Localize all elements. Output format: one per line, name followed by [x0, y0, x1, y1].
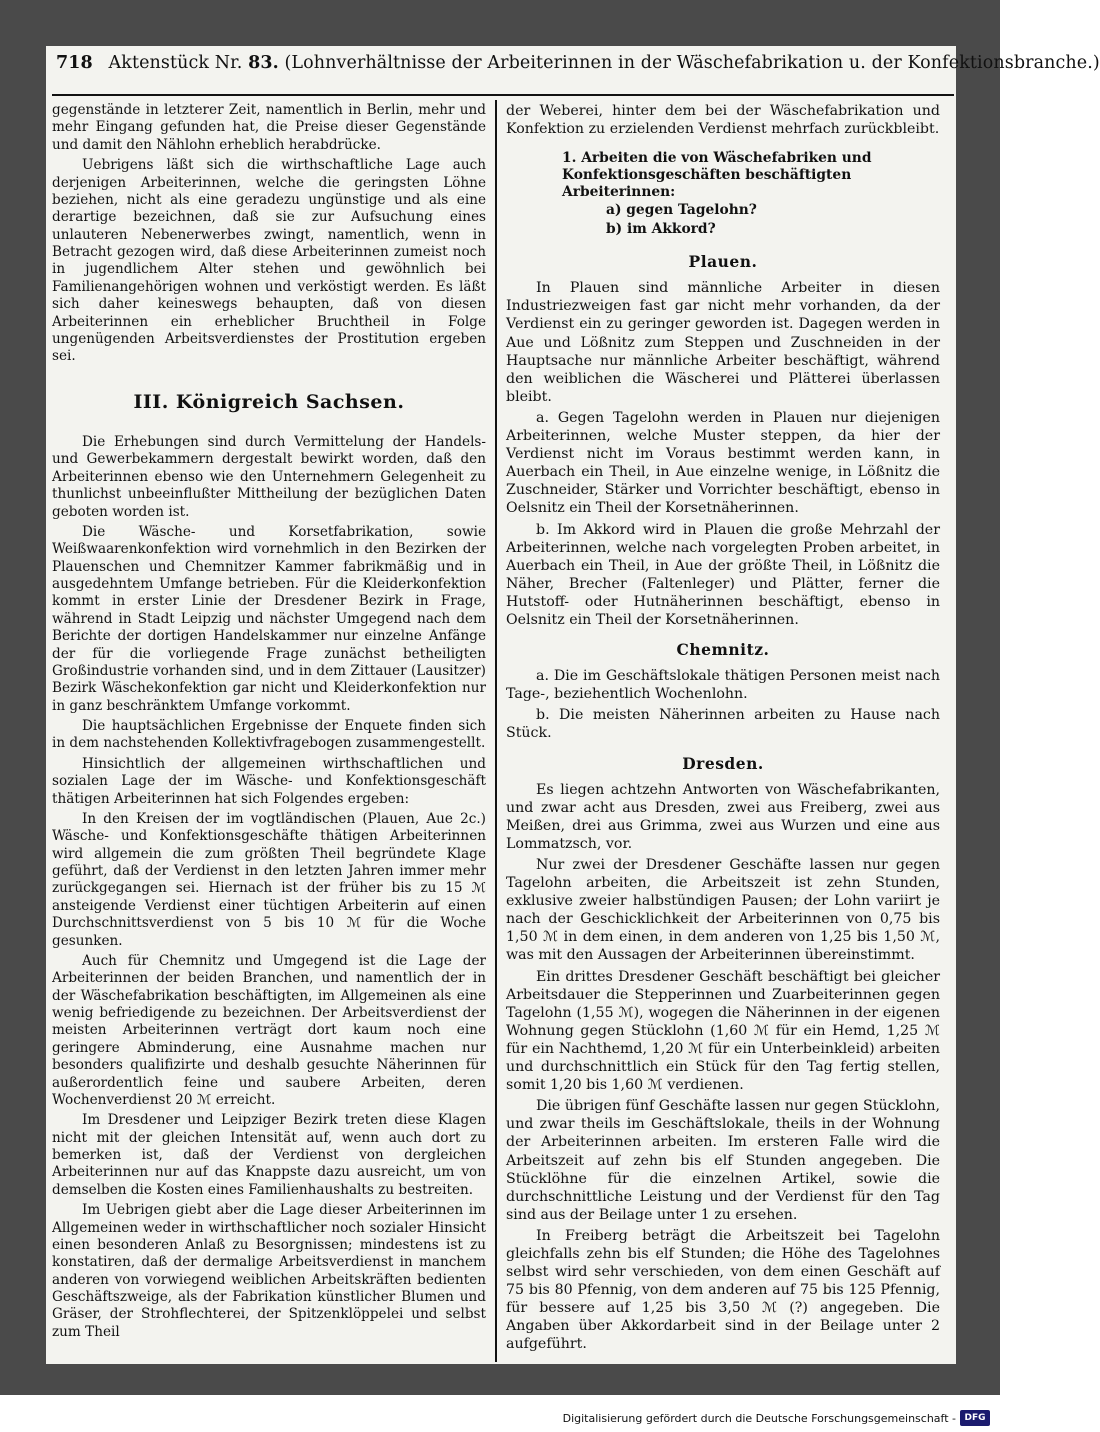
paragraph: Uebrigens läßt sich die wirthschaftliche Lage auch derjenigen Arbeiterinnen, welche die geringsten Löhne beziehen, nicht als eine geradezu ungünstige und als eine derartige bezeichnen, daß sie zur Aufsuchung eines unlauteren Nebenerwerbes zwingt, namentlich, wenn in Betracht gezogen wird, daß diese Arbeiterinnen zumeist noch in jugendlichem Alter stehen und gewöhnlich bei Familienangehörigen wohnen und verköstigt werden. Es läßt sich daher keineswegs behaupten, daß von diesen Arbeiterinnen ein erheblicher Bruchtheil in Folge ungenügenden Arbeitsverdienstes der Prostitution ergeben sei.: [52, 157, 486, 365]
question-item-b: b) im Akkord?: [606, 221, 716, 238]
document-label: Aktenstück Nr.: [108, 53, 243, 73]
paragraph: der Weberei, hinter dem bei der Wäschefabrikation und Konfektion zu erzielenden Verdienst mehrfach zurückbleibt.: [506, 103, 940, 138]
left-column: [52, 102, 486, 1344]
paragraph: a. Die im Geschäftslokale thätigen Personen meist nach Tage-, beziehentlich Wochenlohn.: [506, 668, 940, 703]
subsection-title-chemnitz: Chemnitz.: [676, 640, 770, 660]
column-divider: [495, 100, 497, 1362]
paragraph: Die übrigen fünf Geschäfte lassen nur gegen Stücklohn, und zwar theils im Geschäftslokale, theils in der Wohnung der Arbeiterinnen arbeiten. Im ersteren Falle wird die Arbeitszeit auf zehn bis elf Stunden angegeben. Die Stücklöhne für die einzelnen Artikel, sowie die durchschnittliche Leistung und der Verdienst für den Tag sind aus der Beilage unter 1 zu ersehen.: [506, 1098, 940, 1223]
question-block: [562, 150, 940, 239]
question-heading: 1. Arbeiten die von Wäschefabriken und Konfektionsgeschäften beschäftigten Arbeiterinnen:: [562, 150, 872, 201]
section-title: III. Königreich Sachsen.: [133, 390, 405, 413]
paragraph: Die Wäsche- und Korsetfabrikation, sowie Weißwaarenkonfektion wird vornehmlich in den Bezirken der Plauenschen und Chemnitzer Kammer fabrikmäßig und in ausgedehntem Umfange betrieben. Für die Kleiderkonfektion kommt in erster Linie der Dresdener Bezirk in Frage, während in Stadt Leipzig und nächster Umgegend nach dem Berichte der dortigen Handelskammer nur einzelne Anfänge der für die vorliegende Frage zunächst betheiligten Großindustrie vorhanden sind, und in dem Zittauer (Lausitzer) Bezirk Wäschekonfektion gar nicht und Kleiderkonfektion nur in ganz beschränktem Umfange vorkommt.: [52, 523, 486, 714]
paragraph: Die hauptsächlichen Ergebnisse der Enquete finden sich in dem nachstehenden Kollektivfragebogen zusammengestellt.: [52, 718, 486, 752]
digitization-credit: Digitalisierung gefördert durch die Deutsche Forschungsgemeinschaft -: [562, 1412, 956, 1425]
paragraph: Ein drittes Dresdener Geschäft beschäftigt bei gleicher Arbeitsdauer die Stepperinnen und Zuarbeiterinnen gegen Tagelohn (1,55 ℳ), wogegen die Näherinnen in der eigenen Wohnung gegen Stücklohn (1,60 ℳ für ein Hemd, 1,25 ℳ für ein Nachthemd, 1,20 ℳ für ein Unterbeinkleid) arbeiten und durchschnittlich ein Stück für den Tag fertig stellen, somit 1,20 bis 1,60 ℳ verdienen.: [506, 968, 940, 1094]
paragraph: In Freiberg beträgt die Arbeitszeit bei Tagelohn gleichfalls zehn bis elf Stunden; die Höhe des Tagelohnes selbst wird sehr verschieden, von dem einen Geschäft auf 75 bis 80 Pfennig, von dem anderen auf 75 bis 125 Pfennig, für bessere auf 1,25 bis 3,50 ℳ (?) angegeben. Die Angaben über Akkordarbeit sind in der Beilage unter 2 aufgeführt.: [506, 1227, 940, 1353]
paragraph: Die Erhebungen sind durch Vermittelung der Handels- und Gewerbekammern dergestalt bewirkt worden, daß den Arbeiterinnen ebenso wie den Unternehmern Gelegenheit zu thunlichst unbeeinflußter Mittheilung der bezüglichen Daten geboten worden ist.: [52, 434, 486, 520]
dfg-logo: DFG: [960, 1410, 990, 1426]
page-number: 718: [56, 53, 93, 73]
subsection-title-dresden: Dresden.: [682, 753, 764, 773]
paragraph: Nur zwei der Dresdener Geschäfte lassen nur gegen Tagelohn arbeiten, die Arbeitszeit ist zehn Stunden, exklusive zweier halbstündigen Pausen; der Lohn variirt je nach der Geschicklichkeit der Arbeiterinnen von 0,75 bis 1,50 ℳ in dem einen, in dem anderen von 1,25 bis 1,50 ℳ, was mit den Aussagen der Arbeiterinnen übereinstimmt.: [506, 857, 940, 964]
paragraph: Hinsichtlich der allgemeinen wirthschaftlichen und sozialen Lage der im Wäsche- und Konfektionsgeschäft thätigen Arbeiterinnen hat sich Folgendes ergeben:: [52, 755, 486, 807]
header-rule: [52, 94, 954, 96]
paragraph: Es liegen achtzehn Antworten von Wäschefabrikanten, und zwar acht aus Dresden, zwei aus Freiberg, zwei aus Meißen, drei aus Grimma, zwei aus Wurzen und eine aus Lommatzsch, vor.: [506, 781, 940, 852]
paragraph: Im Dresdener und Leipziger Bezirk treten diese Klagen nicht mit der gleichen Intensität auf, wenn auch dort zu bemerken ist, daß der Verdienst von dergleichen Arbeiterinnen nur auf das Knappste dazu ausreicht, um von demselben die Kosten eines Familienhaushalts zu bestreiten.: [52, 1112, 486, 1198]
paragraph: b. Die meisten Näherinnen arbeiten zu Hause nach Stück.: [506, 707, 940, 742]
paragraph: Auch für Chemnitz und Umgegend ist die Lage der Arbeiterinnen der beiden Branchen, und namentlich der in der Wäschefabrikation beschäftigten, im Allgemeinen als eine wenig befriedigende zu bezeichnen. Der Arbeitsverdienst der meisten Arbeiterinnen verträgt dort kaum noch eine geringere Abminderung, eine Ausnahme machen nur besonders qualifizirte und deshalb gesuchte Näherinnen für außerordentlich feine und saubere Arbeiten, deren Wochenverdienst 20 ℳ erreicht.: [52, 952, 486, 1108]
footer-bar: [0, 1395, 1000, 1432]
paragraph: In den Kreisen der im vogtländischen (Plauen, Aue 2c.) Wäsche- und Konfektionsgeschäfte thätigen Arbeiterinnen wird allgemein die zum größten Theil begründete Klage geführt, daß der Verdienst in den letzten Jahren immer mehr zurückgegangen sei. Hiernach ist der früher bis zu 15 ℳ ansteigende Verdienst einer tüchtigen Arbeiterin auf einen Durchschnittsverdienst von 5 bis 10 ℳ für die Woche gesunken.: [52, 810, 486, 949]
document-number: 83.: [248, 53, 279, 73]
paragraph: b. Im Akkord wird in Plauen die große Mehrzahl der Arbeiterinnen, welche nach vorgelegten Proben arbeitet, in Auerbach ein Theil, in Aue der größte Theil, in Lößnitz die Näher, Brecher (Faltenleger) und Plätter, ferner die Hutstoff- oder Hutnäherinnen beschäftigt, ebenso in Oelsnitz ein Theil der Korsetnäherinnen.: [506, 521, 940, 628]
paragraph: gegenstände in letzterer Zeit, namentlich in Berlin, mehr und mehr Eingang gefunden hat, die Preise dieser Gegenstände und damit den Nählohn erheblich herabdrücke.: [52, 102, 486, 153]
right-column: [506, 102, 940, 1357]
subsection-title-plauen: Plauen.: [688, 252, 758, 272]
paragraph: a. Gegen Tagelohn werden in Plauen nur diejenigen Arbeiterinnen, welche Muster steppen, da hier der Verdienst nicht im Voraus bestimmt werden kann, in Auerbach ein Theil, in Aue einzelne wenige, in Lößnitz die Zuschneider, Stärker und Vorrichter beschäftigt, ebenso in Oelsnitz ein Theil der Korsetnäherinnen.: [506, 409, 940, 517]
question-item-a: a) gegen Tagelohn?: [606, 202, 757, 219]
paragraph: In Plauen sind männliche Arbeiter in diesen Industriezweigen fast gar nicht mehr vorhanden, da der Verdienst ein zu geringer geworden ist. Dagegen werden in Aue und Lößnitz zum Steppen und Zuschneiden in der Hauptsache nur männliche Arbeiter beschäftigt, während den weiblichen die Wäscherei und Plätterei überlassen bleibt.: [506, 280, 940, 405]
running-header: [56, 52, 1100, 74]
paragraph: Im Uebrigen giebt aber die Lage dieser Arbeiterinnen im Allgemeinen weder in wirthschaftlicher noch sozialer Hinsicht einen besonderen Anlaß zu Besorgnissen; mindestens ist zu konstatiren, daß der dermalige Arbeitsverdienst in manchem anderen von vorwiegend weiblichen Arbeitskräften bedienten Geschäftszweige, als der Fabrikation künstlicher Blumen und Gräser, der Strohflechterei, der Spitzenklöppelei und selbst zum Theil: [52, 1202, 486, 1340]
document-subject: (Lohnverhältnisse der Arbeiterinnen in der Wäschefabrikation u. der Konfektionsbranche.): [284, 53, 1100, 73]
document-page: [46, 46, 1100, 1364]
